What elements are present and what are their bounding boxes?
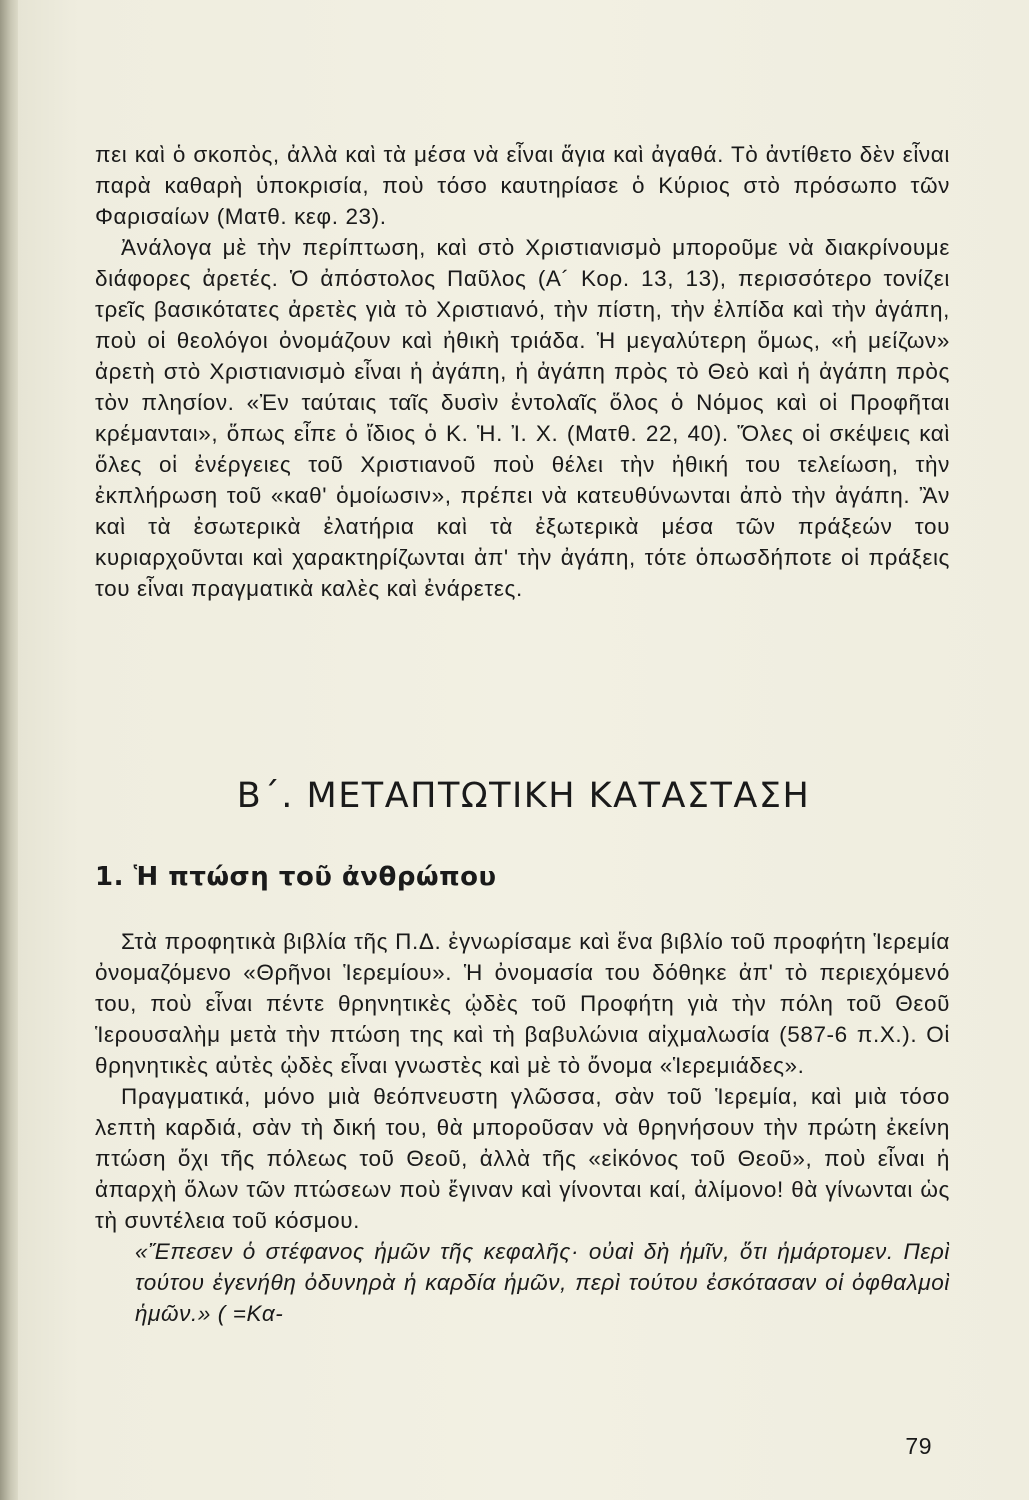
quote-lamentations: «Ἔπεσεν ὁ στέφανος ἡμῶν τῆς κεφαλῆς· οὐαὶ δὴ ἡμῖν, ὅτι ἡμάρτομεν. Περὶ τούτου ἐγενήθη ὀδυνηρὰ ἡ καρδία ἡμῶν, περὶ τούτου ἐσκότασαν οἱ ὀφθαλμοὶ ἡμῶν.» ( =Κα- — [135, 1239, 950, 1326]
top-text-block — [95, 139, 950, 604]
paragraph-fall: Πραγματικά, μόνο μιὰ θεόπνευστη γλῶσσα, σὰν τοῦ Ἱερεμία, καὶ μιὰ τόσο λεπτὴ καρδιά, σὰν τὴ δική του, θὰ μποροῦσαν νὰ θρηνήσουν τὴν πρώτη ἐκείνη πτώση ὄχι τῆς πόλεως τοῦ Θεοῦ, ἀλλὰ τῆς «εἰκόνος τοῦ Θεοῦ», ποὺ εἶναι ἡ ἀπαρχὴ ὅλων τῶν πτώσεων ποὺ ἔγιναν καὶ γίνονται καί, ἀλίμονο! θὰ γίνωνται ὡς τὴ συντέλεια τοῦ κόσμου. — [95, 1084, 950, 1233]
book-spine-shadow — [0, 0, 18, 1500]
page-number: 79 — [905, 1433, 932, 1459]
section-title: Β´. ΜΕΤΑΠΤΩΤΙΚΗ ΚΑΤΑΣΤΑΣΗ — [236, 776, 811, 816]
paragraph-virtues: Ἀνάλογα μὲ τὴν περίπτωση, καὶ στὸ Χριστιανισμὸ μποροῦμε νὰ διακρίνουμε διάφορες ἀρετές. Ὁ ἀπόστολος Παῦλος (Α´ Κορ. 13, 13), περισσότερο τονίζει τρεῖς βασικότατες ἀρετὲς γιὰ τὸ Χριστιανό, τὴν πίστη, τὴν ἐλπίδα καὶ τὴν ἀγάπη, ποὺ οἱ θεολόγοι ὀνομάζουν καὶ ἠθικὴ τριάδα. Ἡ μεγαλύτερη ὅμως, «ἡ μείζων» ἀρετὴ στὸ Χριστιανισμὸ εἶναι ἡ ἀγάπη, ἡ ἀγάπη πρὸς τὸ Θεὸ καὶ ἡ ἀγάπη πρὸς τὸν πλησίον. «Ἐν ταύταις ταῖς δυσὶν ἐντολαῖς ὅλος ὁ Νόμος καὶ οἱ Προφῆται κρέμανται», ὅπως εἶπε ὁ ἴδιος ὁ Κ. Ἡ. Ἰ. Χ. (Ματθ. 22, 40). Ὅλες οἱ σκέψεις καὶ ὅλες οἱ ἐνέργειες τοῦ Χριστιανοῦ ποὺ θέλει τὴν ἠθική του τελείωση, τὴν ἐκπλήρωση τοῦ «καθ' ὁμοίωσιν», πρέπει νὰ κατευθύνωνται ἀπὸ τὴν ἀγάπη. Ἂν καὶ τὰ ἐσωτερικὰ ἐλατήρια καὶ τὰ ἐξωτερικὰ μέσα τῶν πράξεών του κυριαρχοῦνται καὶ χαρακτηρίζωνται ἀπ' τὴν ἀγάπη, τότε ὁπωσδήποτε οἱ πράξεις του εἶναι πραγματικὰ καλὲς καὶ ἐνάρετες. — [95, 235, 950, 601]
paragraph-lamentations: Στὰ προφητικὰ βιβλία τῆς Π.Δ. ἐγνωρίσαμε καὶ ἕνα βιβλίο τοῦ προφήτη Ἱερεμία ὀνομαζόμενο «Θρῆνοι Ἱερεμίου». Ἡ ὀνομασία του δόθηκε ἀπ' τὸ περιεχόμενό του, ποὺ εἶναι πέντε θρηνητικὲς ᾠδὲς τοῦ Προφήτη γιὰ τὴν πόλη τοῦ Θεοῦ Ἱερουσαλὴμ μετὰ τὴν πτώση της καὶ τὴ βαβυλώνια αἰχμαλωσία (587-6 π.Χ.). Οἱ θρηνητικὲς αὐτὲς ᾠδὲς εἶναι γνωστὲς καὶ μὲ τὸ ὄνομα «Ἱερεμιάδες». — [95, 929, 950, 1078]
book-page — [18, 0, 1029, 1500]
bottom-text-block — [95, 926, 950, 1329]
subsection-title: 1. Ἡ πτώση τοῦ ἀνθρώπου — [95, 862, 497, 892]
paragraph-continuation: πει καὶ ὁ σκοπὸς, ἀλλὰ καὶ τὰ μέσα νὰ εἶναι ἅγια καὶ ἀγαθά. Τὸ ἀντίθετο δὲν εἶναι παρὰ καθαρὴ ὑποκρισία, ποὺ τόσο καυτηρίασε ὁ Κύριος στὸ πρόσωπο τῶν Φαρισαίων (Ματθ. κεφ. 23). — [95, 142, 950, 229]
